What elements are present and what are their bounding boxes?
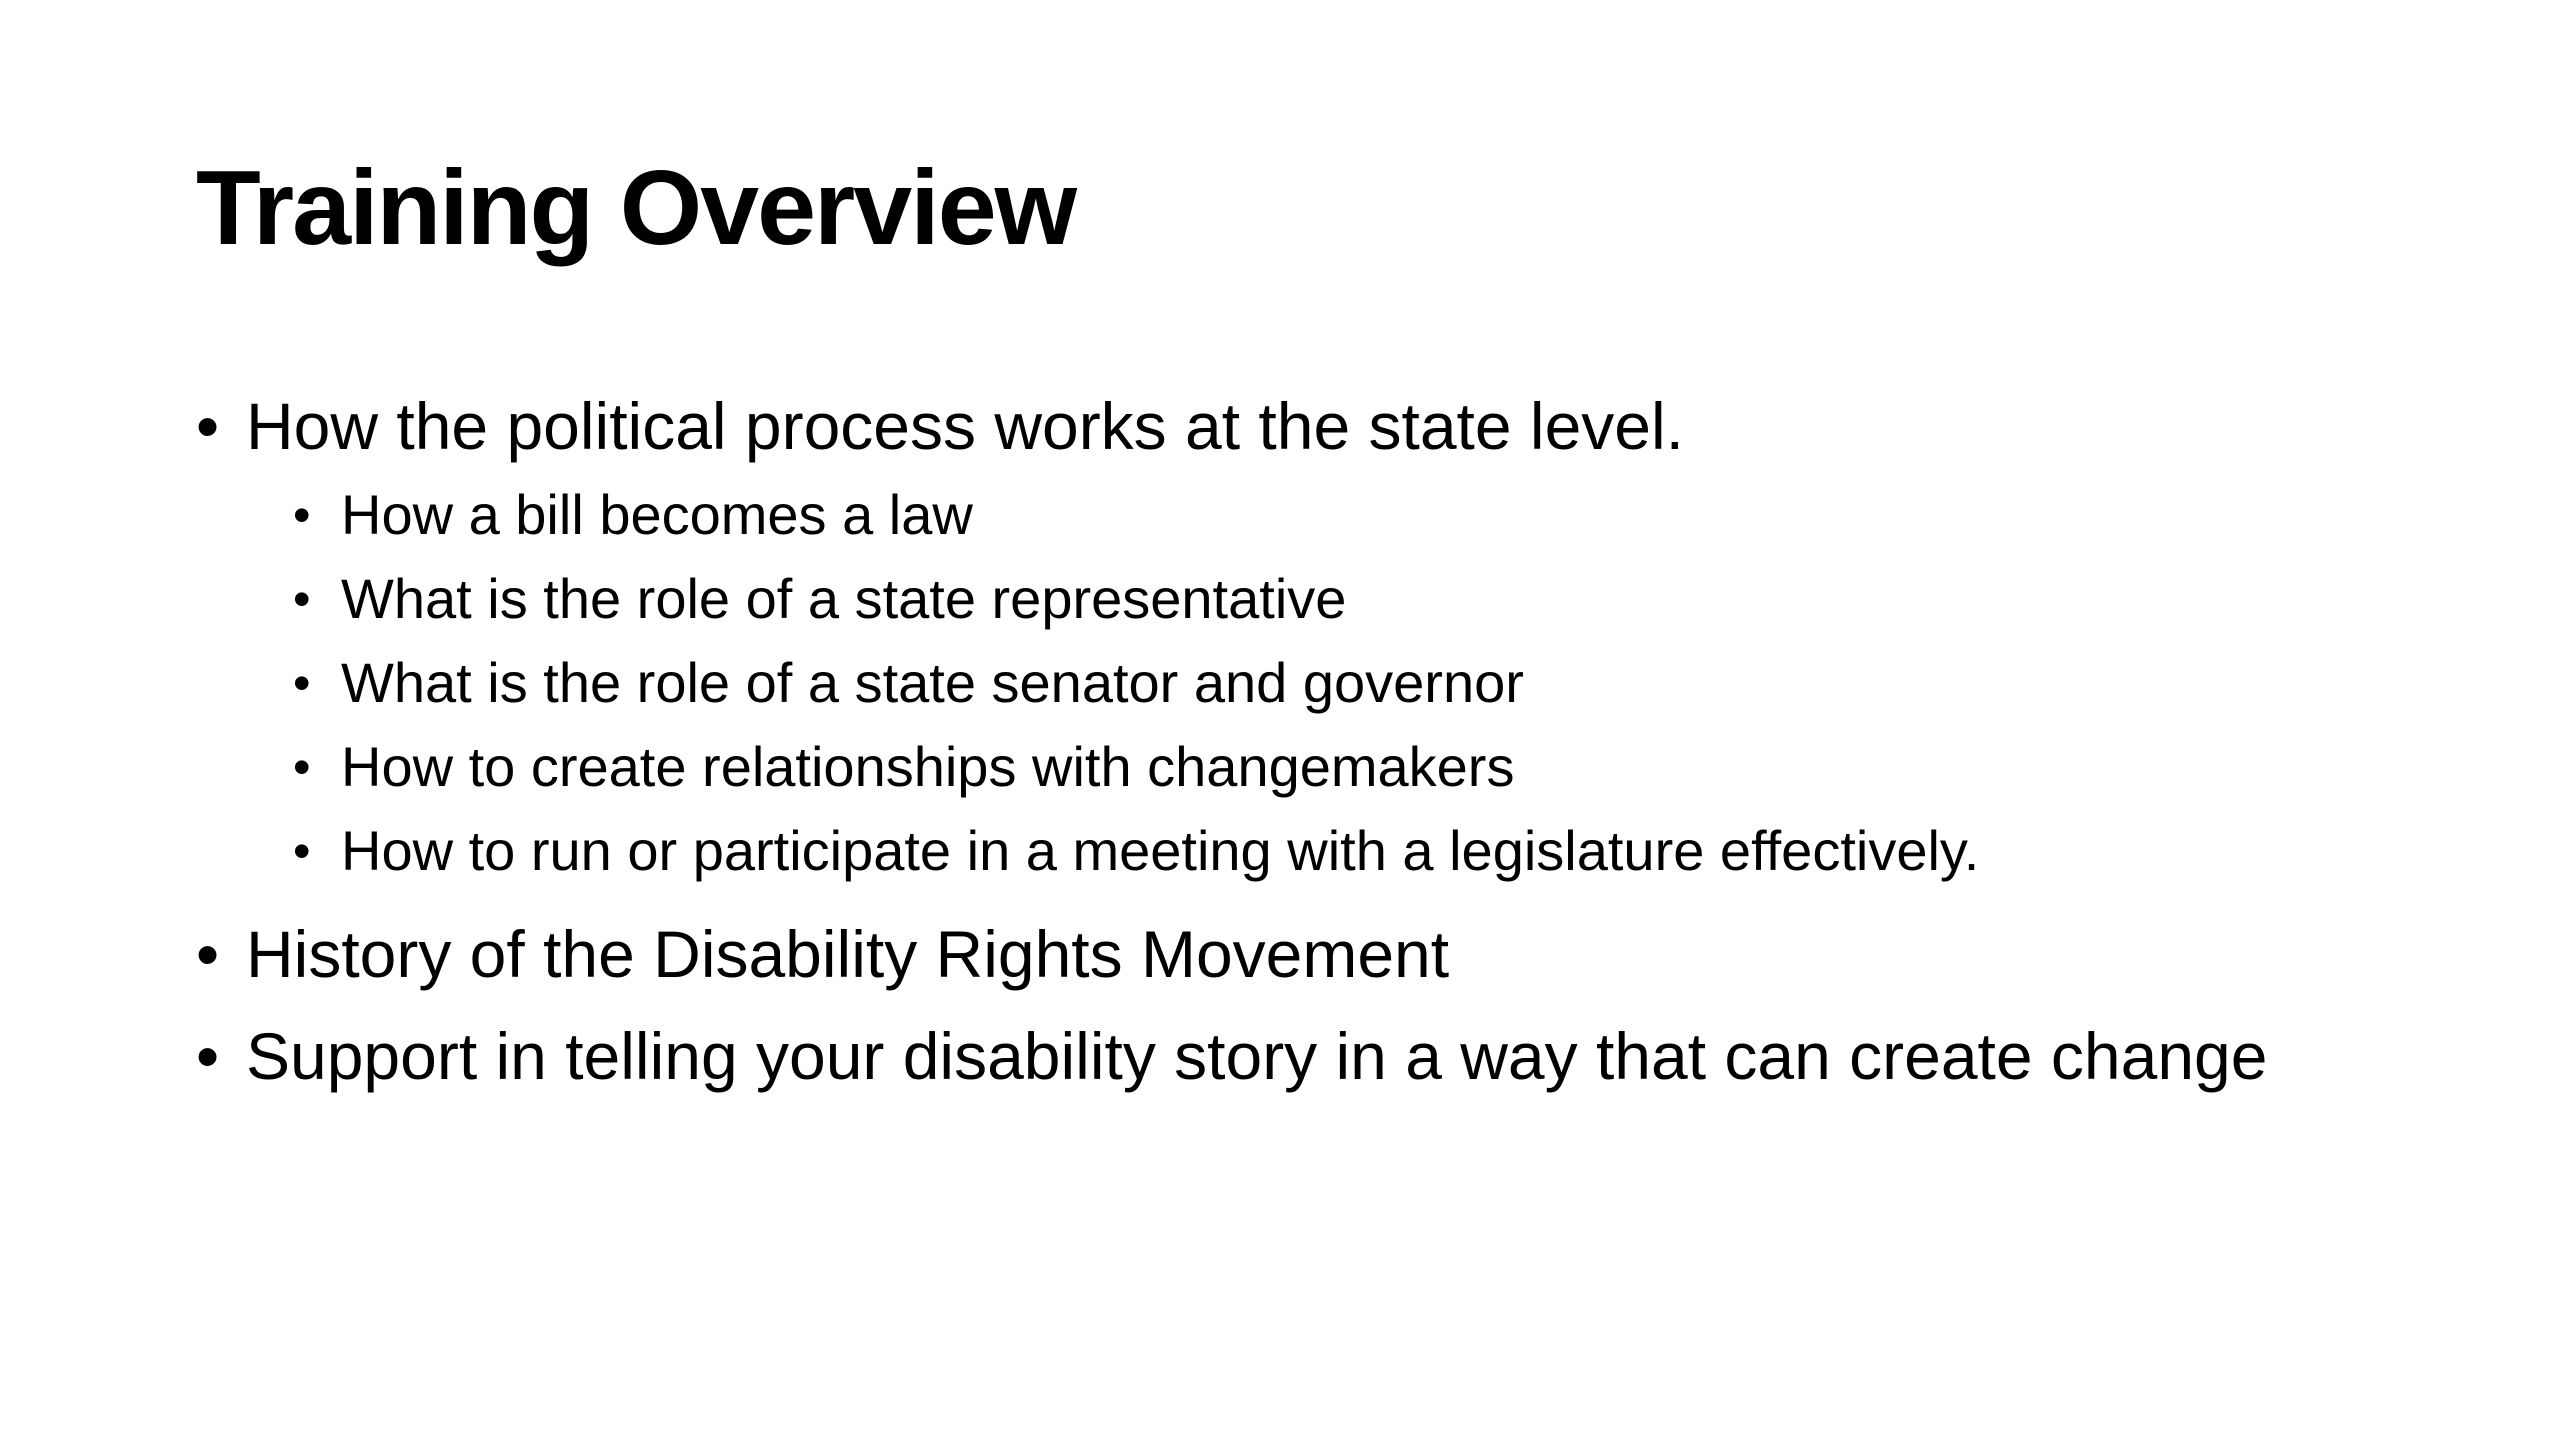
sub-bullet-item <box>293 473 2436 557</box>
bullet-icon: • <box>293 823 311 879</box>
bullet-icon: • <box>293 655 311 711</box>
bullet-icon: • <box>196 917 220 991</box>
bullet-item-political-process <box>196 385 2436 893</box>
bullet-icon: • <box>196 1019 220 1093</box>
sub-bullet-list <box>246 473 2436 893</box>
bullet-text: Support in telling your disability story in a way that can create change <box>246 1019 2268 1093</box>
sub-bullet-text: What is the role of a state senator and governor <box>341 651 1524 714</box>
sub-bullet-text: How to create relationships with changemakers <box>341 735 1515 798</box>
bullet-text: How the political process works at the state level. <box>246 389 1684 463</box>
bullet-icon: • <box>293 487 311 543</box>
bullet-icon: • <box>293 739 311 795</box>
sub-bullet-text: How to run or participate in a meeting with a legislature effectively. <box>341 819 1980 882</box>
bullet-icon: • <box>293 571 311 627</box>
bullet-text: History of the Disability Rights Movement <box>246 917 1450 991</box>
bullet-icon: • <box>196 389 220 463</box>
sub-bullet-item <box>293 557 2436 641</box>
bullet-item-disability-rights-history <box>196 913 2436 995</box>
sub-bullet-text: What is the role of a state representative <box>341 567 1347 630</box>
bullet-item-disability-story <box>196 1015 2436 1097</box>
slide-title: Training Overview <box>196 149 1076 267</box>
bullet-list <box>196 385 2436 1097</box>
sub-bullet-item <box>293 641 2436 725</box>
sub-bullet-text: How a bill becomes a law <box>341 483 973 546</box>
sub-bullet-item <box>293 725 2436 809</box>
sub-bullet-item <box>293 809 2436 893</box>
